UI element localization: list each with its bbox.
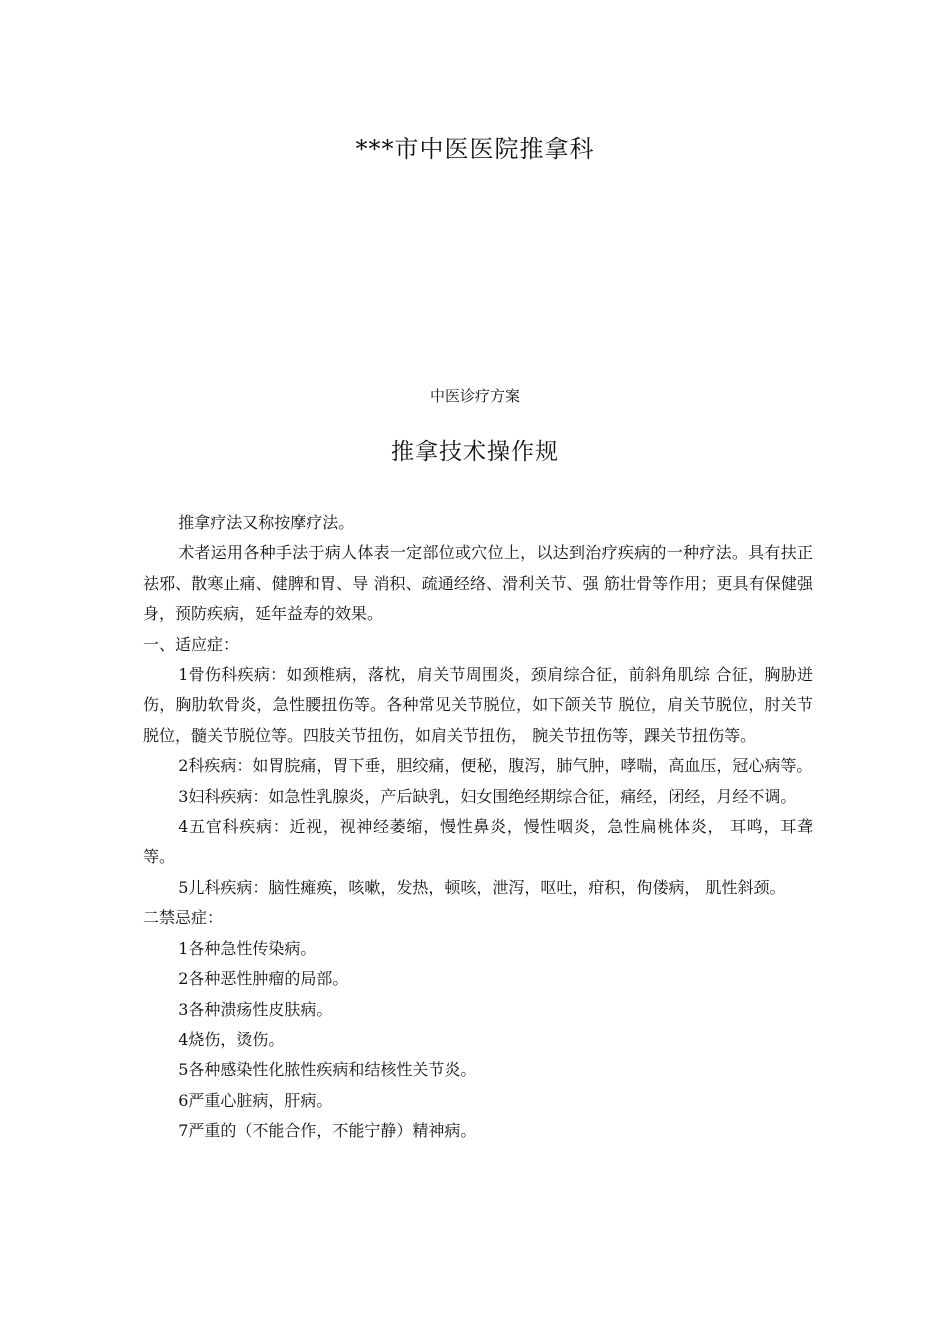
document-title: 推拿技术操作规	[391, 439, 559, 465]
document-subtitle: 中医诊疗方案	[429, 387, 520, 405]
intro-paragraph: 术者运用各种手法于病人体表一定部位或穴位上，以达到治疗疾病的一种疗法。具有扶正祛邪、散寒止痛、健脾和胃、导 消积、疏通经络、滑利关节、强 筋壮骨等作用；更具有保健强身，预防疾病，延年益寿的效果。	[143, 543, 813, 624]
indication-item: 3妇科疾病：如急性乳腺炎，产后缺乳，妇女围绝经期综合征，痛经，闭经，月经不调。	[178, 786, 797, 806]
section-heading-indications: 一、适应症：	[143, 634, 240, 654]
indication-item: 4五官科疾病：近视，视神经萎缩，慢性鼻炎，慢性咽炎，急性扁桃体炎， 耳鸣，耳聋等。	[143, 817, 813, 867]
indication-item: 2科疾病：如胃脘痛，胃下垂，胆绞痛，便秘，腹泻，肺气肿，哮喘，高血压，冠心病等。	[178, 756, 813, 776]
contraindication-item: 2各种恶性肿瘤的局部。	[178, 969, 349, 989]
section-heading-contraindications: 二禁忌症：	[143, 908, 224, 928]
contraindication-item: 5各种感染性化脓性疾病和结核性关节炎。	[178, 1060, 477, 1080]
contraindication-item: 1各种急性传染病。	[178, 938, 317, 958]
document-body	[143, 508, 813, 1147]
hospital-name: ***市中医医院推拿科	[355, 135, 595, 163]
contraindication-item: 6严重心脏病，肝病。	[178, 1090, 333, 1110]
indication-item: 5儿科疾病：脑性瘫痪，咳嗽，发热，顿咳，泄泻，呕吐，疳积，佝偻病， 肌性斜颈。	[178, 877, 786, 897]
contraindication-item: 3各种溃疡性皮肤病。	[178, 999, 333, 1019]
contraindication-item: 4烧伤，烫伤。	[178, 1029, 285, 1049]
indication-item: 1骨伤科疾病：如颈椎病，落枕，肩关节周围炎，颈肩综合征，前斜角肌综 合征，胸胁迸伤，胸肋软骨炎，急性腰扭伤等。各种常见关节脱位，如下颌关节 脱位，肩关节脱位，肘关节脱位，髓关节脱位等。四肢关节扭伤，如肩关节扭伤， 腕关节扭伤等，踝关节扭伤等。	[143, 665, 813, 745]
intro-paragraph: 推拿疗法又称按摩疗法。	[178, 513, 355, 532]
contraindication-item: 7严重的（不能合作，不能宁静）精神病。	[178, 1121, 477, 1141]
